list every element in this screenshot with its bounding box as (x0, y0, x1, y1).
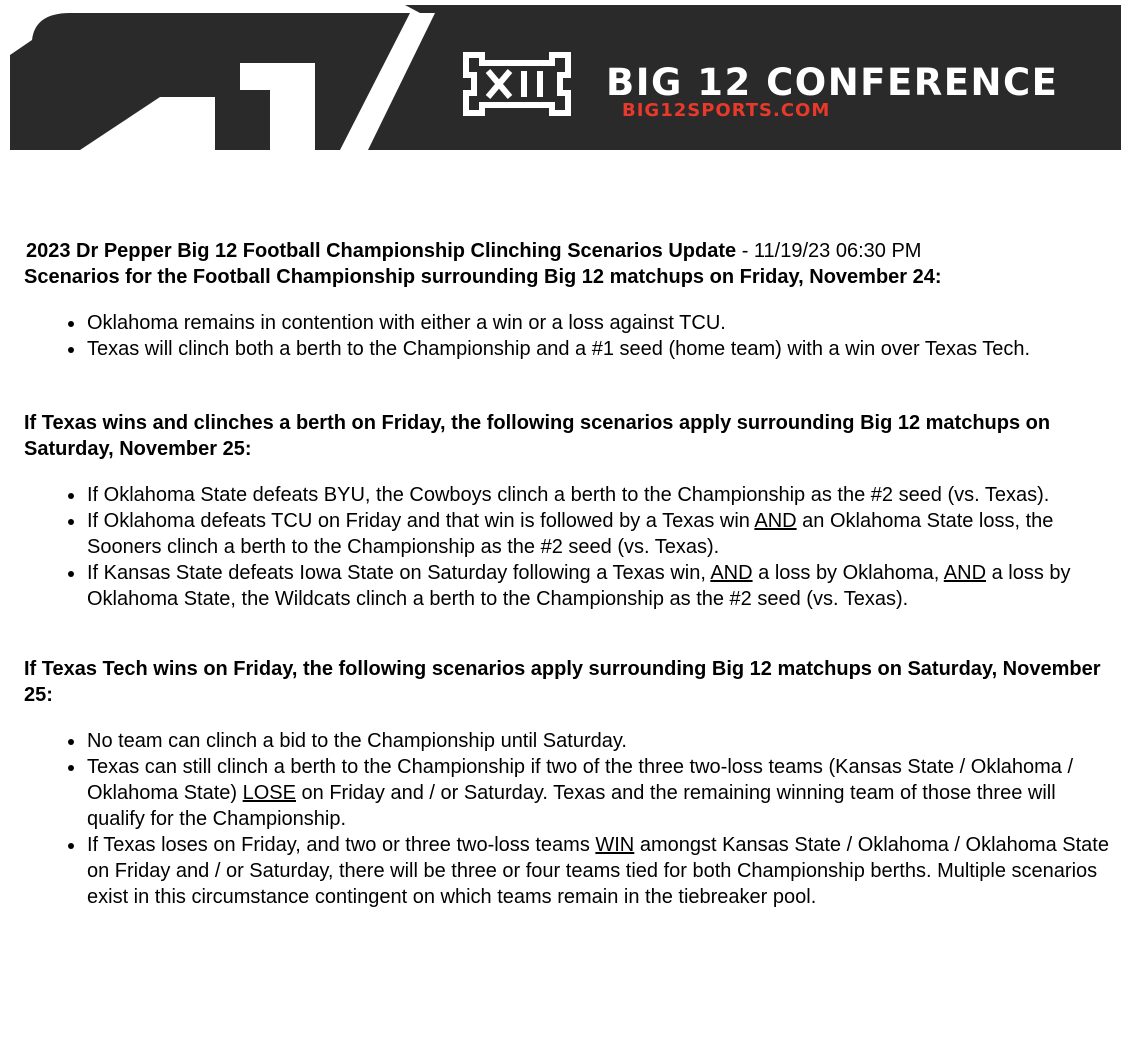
list-item (87, 310, 1116, 336)
list-item-text: on Friday and / or Saturday. Texas and the remaining winning team of those three will qualify for the Championship. (87, 782, 1056, 830)
list-item-text: a loss by Oklahoma, (752, 562, 944, 584)
list-item-text: If Oklahoma State defeats BYU, the Cowboys clinch a berth to the Championship as the #2 seed (vs. Texas). (87, 484, 1050, 506)
update-title: 2023 Dr Pepper Big 12 Football Championship Clinching Scenarios Update (26, 240, 737, 262)
list-item-text: No team can clinch a bid to the Championship until Saturday. (87, 730, 627, 752)
scenario-list (24, 728, 1116, 910)
scenario-list (24, 482, 1116, 612)
section-heading: If Texas Tech wins on Friday, the following scenarios apply surrounding Big 12 matchups on Saturday, November 25: (24, 658, 1101, 706)
list-item (87, 832, 1116, 910)
emphasis-win: WIN (595, 834, 635, 856)
brand-url: BIG12SPORTS.COM (622, 100, 831, 121)
emphasis-lose: LOSE (242, 782, 296, 804)
big12-logo-icon (462, 51, 572, 117)
list-item (87, 560, 1116, 612)
list-item-text: If Kansas State defeats Iowa State on Saturday following a Texas win, (87, 562, 711, 584)
list-item (87, 728, 1116, 754)
list-item-text: If Oklahoma defeats TCU on Friday and that win is followed by a Texas win (87, 510, 755, 532)
list-item-text: Oklahoma remains in contention with either a win or a loss against TCU. (87, 312, 726, 334)
list-item (87, 754, 1116, 832)
list-item (87, 336, 1116, 362)
update-title-line (26, 238, 1116, 264)
list-item-text: Texas can still clinch a berth to the Championship if two of the three two-loss teams (Kansas State / Oklahoma / Oklahoma State) (87, 756, 1074, 804)
list-item-text: amongst Kansas State / Oklahoma / Oklahoma State on Friday and / or Saturday, there will be three or four teams tied for both Championship berths. Multiple scenarios exist in this circumstance contingent on which teams remain in the tiebreaker pool. (87, 834, 1109, 908)
conference-banner (10, 5, 1121, 150)
list-item-text: If Texas loses on Friday, and two or three two-loss teams (87, 834, 596, 856)
scenario-list (24, 310, 1116, 362)
list-item (87, 482, 1116, 508)
list-item-text: an Oklahoma State loss, the Sooners clinch a berth to the Championship as the #2 seed (vs. Texas). (87, 510, 1054, 558)
emphasis-and: AND (754, 510, 797, 532)
list-item-text: a loss by Oklahoma State, the Wildcats clinch a berth to the Championship as the #2 seed (vs. Texas). (87, 562, 1071, 610)
emphasis-and: AND (710, 562, 753, 584)
section-heading: Scenarios for the Football Championship surrounding Big 12 matchups on Friday, November 24: (24, 266, 942, 288)
brand-name: BIG 12 CONFERENCE (606, 61, 1059, 104)
list-item-text: Texas will clinch both a berth to the Championship and a #1 seed (home team) with a win over Texas Tech. (87, 338, 1031, 360)
update-timestamp: - 11/19/23 06:30 PM (736, 240, 922, 262)
list-item (87, 508, 1116, 560)
emphasis-and: AND (943, 562, 987, 584)
document-body (24, 238, 1116, 910)
section-heading: If Texas wins and clinches a berth on Friday, the following scenarios apply surrounding Big 12 matchups on Saturday, November 25: (24, 412, 1051, 460)
